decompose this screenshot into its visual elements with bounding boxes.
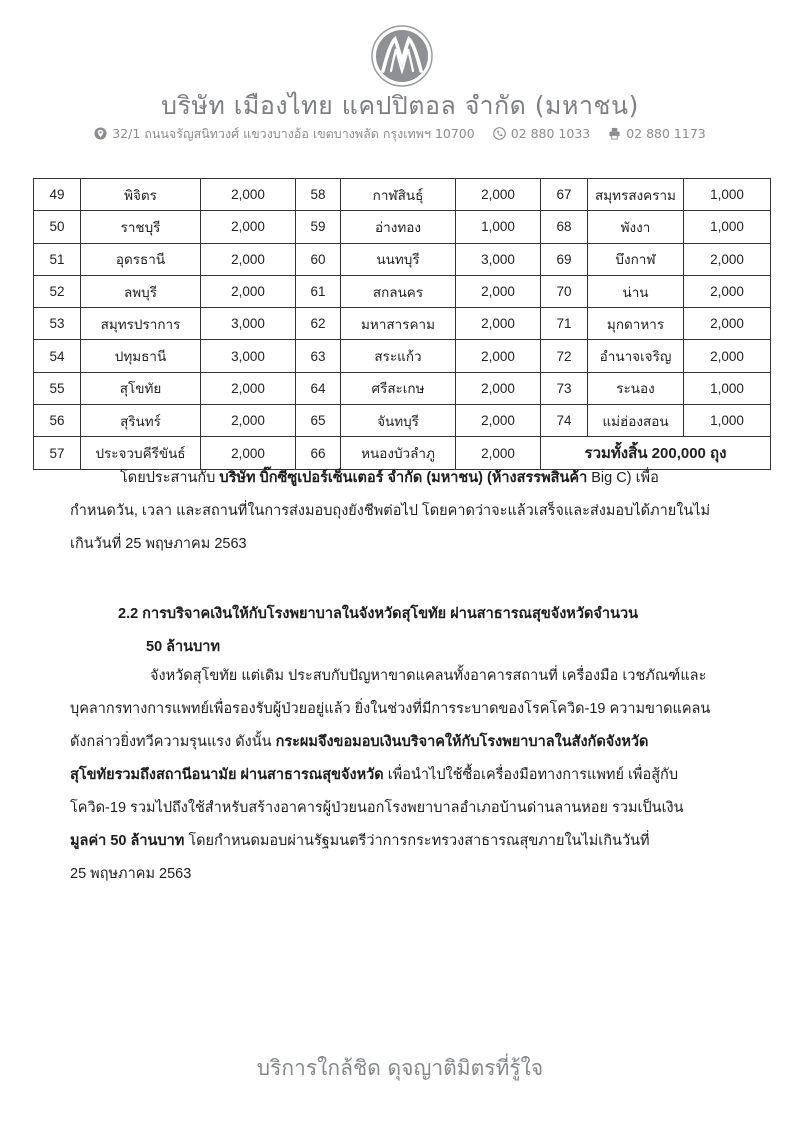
bigc-company-name: บริษัท บิ๊กซีซูเปอร์เซ็นเตอร์ จำกัด (มหาชน) (ห้างสรรพสินค้า xyxy=(219,470,588,486)
bag-quantity: 2,000 xyxy=(456,275,541,307)
row-number: 51 xyxy=(34,243,81,275)
province-name: กาฬสินธุ์ xyxy=(341,179,456,211)
table-row xyxy=(34,405,771,437)
bag-quantity: 2,000 xyxy=(201,437,296,469)
province-name: หนองบัวลำภู xyxy=(341,437,456,469)
bag-quantity: 2,000 xyxy=(684,340,771,372)
province-name: พิจิตร xyxy=(81,179,201,211)
row-number: 63 xyxy=(296,340,341,372)
row-number: 49 xyxy=(34,179,81,211)
row-number: 59 xyxy=(296,211,341,243)
province-name: ศรีสะเกษ xyxy=(341,372,456,404)
province-name: น่าน xyxy=(588,275,684,307)
row-number: 60 xyxy=(296,243,341,275)
row-number: 69 xyxy=(541,243,588,275)
row-number: 50 xyxy=(34,211,81,243)
row-number: 52 xyxy=(34,275,81,307)
bag-quantity: 1,000 xyxy=(684,211,771,243)
province-name: สกลนคร xyxy=(341,275,456,307)
phone-icon xyxy=(493,127,506,140)
row-number: 62 xyxy=(296,308,341,340)
row-number: 67 xyxy=(541,179,588,211)
bag-quantity: 3,000 xyxy=(456,243,541,275)
contact-line xyxy=(0,124,800,144)
province-name: นนทบุรี xyxy=(341,243,456,275)
row-number: 71 xyxy=(541,308,588,340)
row-number: 74 xyxy=(541,405,588,437)
province-name: ลพบุรี xyxy=(81,275,201,307)
bag-quantity: 2,000 xyxy=(456,179,541,211)
paragraph-bigc-coordination: โดยประสานกับ บริษัท บิ๊กซีซูเปอร์เซ็นเตอร์ จำกัด (มหาชน) (ห้างสรรพสินค้า Big C) เพื่อ กำหนดวัน, เวลา และสถานที่ในการส่งมอบถุงยังชีพต่อไป โดยคาดว่าจะแล้วเสร็จและส่งมอบได้ภายในไม่ เกินวันที่ 25 พฤษภาคม 2563 xyxy=(70,470,711,552)
province-name: สมุทรปราการ xyxy=(81,308,201,340)
province-name: อำนาจเจริญ xyxy=(588,340,684,372)
table-row xyxy=(34,211,771,243)
bag-quantity: 2,000 xyxy=(201,275,296,307)
bag-quantity: 2,000 xyxy=(456,405,541,437)
company-logo-icon xyxy=(371,25,433,87)
province-name: อ่างทอง xyxy=(341,211,456,243)
row-number: 61 xyxy=(296,275,341,307)
bag-quantity: 2,000 xyxy=(201,179,296,211)
row-number: 57 xyxy=(34,437,81,469)
row-number: 73 xyxy=(541,372,588,404)
province-name: ราชบุรี xyxy=(81,211,201,243)
province-name: จันทบุรี xyxy=(341,405,456,437)
province-name: แม่ฮ่องสอน xyxy=(588,405,684,437)
province-name: ระนอง xyxy=(588,372,684,404)
bag-quantity: 2,000 xyxy=(684,275,771,307)
bag-quantity: 2,000 xyxy=(201,405,296,437)
row-number: 54 xyxy=(34,340,81,372)
bag-quantity: 1,000 xyxy=(456,211,541,243)
bag-quantity: 1,000 xyxy=(684,405,771,437)
phone-number: 02 880 1033 xyxy=(510,126,591,141)
row-number: 64 xyxy=(296,372,341,404)
province-name: สุโขทัย xyxy=(81,372,201,404)
bag-quantity: 2,000 xyxy=(201,372,296,404)
table-row xyxy=(34,275,771,307)
province-name: สมุทรสงคราม xyxy=(588,179,684,211)
bag-quantity: 3,000 xyxy=(201,308,296,340)
row-number: 72 xyxy=(541,340,588,372)
province-name: บึงกาฬ xyxy=(588,243,684,275)
address-text: 32/1 ถนนจรัญสนิทวงศ์ แขวงบางอ้อ เขตบางพลัด กรุงเทพฯ 10700 xyxy=(112,126,475,141)
bag-quantity: 2,000 xyxy=(456,437,541,469)
province-name: มหาสารคาม xyxy=(341,308,456,340)
paragraph-sukhothai-donation: จังหวัดสุโขทัย แต่เดิม ประสบกับปัญหาขาดแคลนทั้งอาคารสถานที่ เครื่องมือ เวชภัณฑ์และ บุคลากรทางการแพทย์เพื่อรองรับผู้ป่วยอยู่แล้ว ยิ่งในช่วงที่มีการระบาดของโรคโควิด-19 ความขาดแคลน ดังกล่าวยิ่งทวีความรุนแรง ดังนั้น กระผมจึงขอมอบเงินบริจาคให้กับโรงพยาบาลในสังกัดจังหวัด สุโขทัยรวมถึงสถานีอนามัย ผ่านสาธารณสุขจังหวัด เพื่อนำไปใช้ซื้อเครื่องมือทางการแพทย์ เพื่อสู้กับ โควิด-19 รวมไปถึงใช้สำหรับสร้างอาคารผู้ป่วยนอกโรงพยาบาลอำเภอบ้านด่านลานหอย รวมเป็นเงิน มูลค่า 50 ล้านบาท โดยกำหนดมอบผ่านรัฐมนตรีว่าการกระทรวงสาธารณสุขภายในไม่เกินวันที่ 25 พฤษภาคม 2563 xyxy=(70,668,711,882)
bag-quantity: 2,000 xyxy=(201,243,296,275)
row-number: 53 xyxy=(34,308,81,340)
fax-icon xyxy=(608,127,621,140)
bag-quantity: 2,000 xyxy=(456,340,541,372)
province-name: อุดรธานี xyxy=(81,243,201,275)
bag-quantity: 2,000 xyxy=(201,211,296,243)
bag-quantity: 2,000 xyxy=(684,243,771,275)
row-number: 65 xyxy=(296,405,341,437)
table-row xyxy=(34,308,771,340)
province-name: ประจวบคีรีขันธ์ xyxy=(81,437,201,469)
table-row xyxy=(34,243,771,275)
bag-quantity: 1,000 xyxy=(684,372,771,404)
province-name: สระแก้ว xyxy=(341,340,456,372)
bag-quantity: 2,000 xyxy=(684,308,771,340)
row-number: 58 xyxy=(296,179,341,211)
row-number: 56 xyxy=(34,405,81,437)
table-row xyxy=(34,340,771,372)
row-number: 68 xyxy=(541,211,588,243)
bag-quantity: 3,000 xyxy=(201,340,296,372)
bag-quantity: 2,000 xyxy=(456,372,541,404)
bag-quantity: 2,000 xyxy=(456,308,541,340)
row-number: 66 xyxy=(296,437,341,469)
footer-slogan: บริการใกล้ชิด ดุจญาติมิตรที่รู้ใจ xyxy=(256,1056,544,1080)
table-row xyxy=(34,372,771,404)
bag-quantity: 1,000 xyxy=(684,179,771,211)
row-number: 55 xyxy=(34,372,81,404)
company-name: บริษัท เมืองไทย แคปปิตอล จำกัด (มหาชน) xyxy=(161,91,639,120)
section-heading-2-2: 2.2 การบริจาคเงินให้กับโรงพยาบาลในจังหวัดสุโขทัย ผ่านสาธารณสุขจังหวัดจำนวน 50 ล้านบาท xyxy=(118,606,639,655)
province-name: พังงา xyxy=(588,211,684,243)
province-name: สุรินทร์ xyxy=(81,405,201,437)
grand-total: รวมทั้งสิ้น 200,000 ถุง xyxy=(541,437,771,469)
province-name: ปทุมธานี xyxy=(81,340,201,372)
table-row xyxy=(34,179,771,211)
province-name: มุกดาหาร xyxy=(588,308,684,340)
fax-number: 02 880 1173 xyxy=(626,126,706,141)
province-allocation-table xyxy=(33,178,771,470)
row-number: 70 xyxy=(541,275,588,307)
location-pin-icon xyxy=(94,127,107,140)
